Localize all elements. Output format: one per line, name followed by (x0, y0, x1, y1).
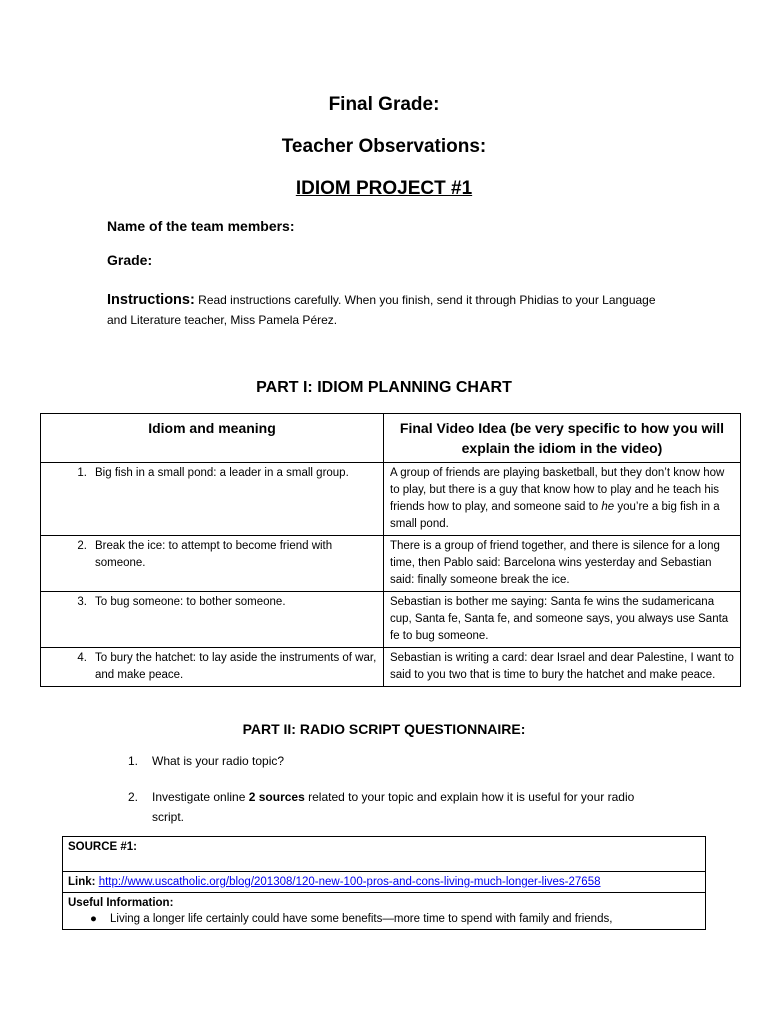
part2-title: PART II: RADIO SCRIPT QUESTIONNAIRE: (242, 721, 526, 737)
bullet-text: Living a longer life certainly could have some benefits—more time to spend with family and friends, (110, 913, 613, 925)
link-label: Link: (68, 876, 96, 888)
teacher-observations-heading: Teacher Observations: (281, 136, 487, 157)
table-row (63, 893, 706, 930)
bullet-icon: ● (90, 913, 97, 925)
source-link[interactable]: http://www.uscatholic.org/blog/201308/120-new-100-pros-and-cons-living-much-longer-lives-27658 (98, 876, 601, 888)
row-number: 1. (77, 467, 87, 479)
team-members-label: Name of the team members: (107, 218, 295, 234)
project-title: IDIOM PROJECT #1 (295, 178, 473, 199)
list-item (68, 911, 700, 927)
final-grade-heading: Final Grade: (328, 94, 440, 115)
table-row (41, 648, 741, 687)
source-1-table (62, 836, 706, 930)
row-number: 2. (77, 540, 87, 552)
chart-col-video-idea: Final Video Idea (be very specific to how you will explain the idiom in the video) (384, 414, 741, 463)
table-row (41, 592, 741, 648)
idiom-text: To bury the hatchet: to lay aside the instruments of war, and make peace. (95, 652, 377, 681)
list-item: 2. Investigate online 2 sources related to your topic and explain how it is useful for your radio script. (128, 787, 648, 827)
useful-info-label: Useful Information: (68, 897, 174, 909)
idiom-planning-chart (40, 413, 741, 687)
row-number: 3. (77, 596, 87, 608)
chart-col-idiom: Idiom and meaning (41, 414, 384, 463)
table-row (63, 872, 706, 893)
question-1: What is your radio topic? (152, 754, 285, 768)
idiom-text: Break the ice: to attempt to become friend with someone. (95, 540, 333, 569)
question-2: Investigate online 2 sources related to your topic and explain how it is useful for your radio script. (152, 790, 635, 824)
part1-title: PART I: IDIOM PLANNING CHART (256, 379, 512, 396)
video-idea-cell: Sebastian is bother me saying: Santa fe wins the sudamericana cup, Santa fe, Santa fe, and someone says, you always use Santa fe to bug someone. (384, 592, 741, 648)
instructions-text: Read instructions carefully. When you finish, send it through Phidias to your Language and Literature teacher, Miss Pamela Pérez. (107, 293, 656, 327)
idiom-text: To bug someone: to bother someone. (95, 596, 286, 608)
table-row (41, 463, 741, 536)
instructions-label: Instructions: (107, 292, 195, 308)
list-item: 1. What is your radio topic? (128, 751, 648, 771)
source-label: SOURCE #1: (68, 841, 138, 853)
video-idea-cell: There is a group of friend together, and there is silence for a long time, then Pablo said: Barcelona wins yesterday and Sebastian said: finally someone break the ice. (384, 536, 741, 592)
idiom-text: Big fish in a small pond: a leader in a small group. (95, 467, 349, 479)
video-idea-cell: Sebastian is writing a card: dear Israel and dear Palestine, I want to said to you two that is time to bury the hatchet and make peace. (384, 648, 741, 687)
table-row (41, 536, 741, 592)
video-idea-cell: A group of friends are playing basketball, but they don’t know how to play, but there is a guy that know how to play and he teach his friends how to play, and someone said to he you’re a big fish in a small pond. (384, 463, 741, 536)
instructions (107, 290, 667, 330)
chart-header-row (41, 414, 741, 463)
grade-label: Grade: (107, 252, 153, 268)
table-row (63, 837, 706, 872)
row-number: 4. (77, 652, 87, 664)
question-list (128, 751, 648, 827)
